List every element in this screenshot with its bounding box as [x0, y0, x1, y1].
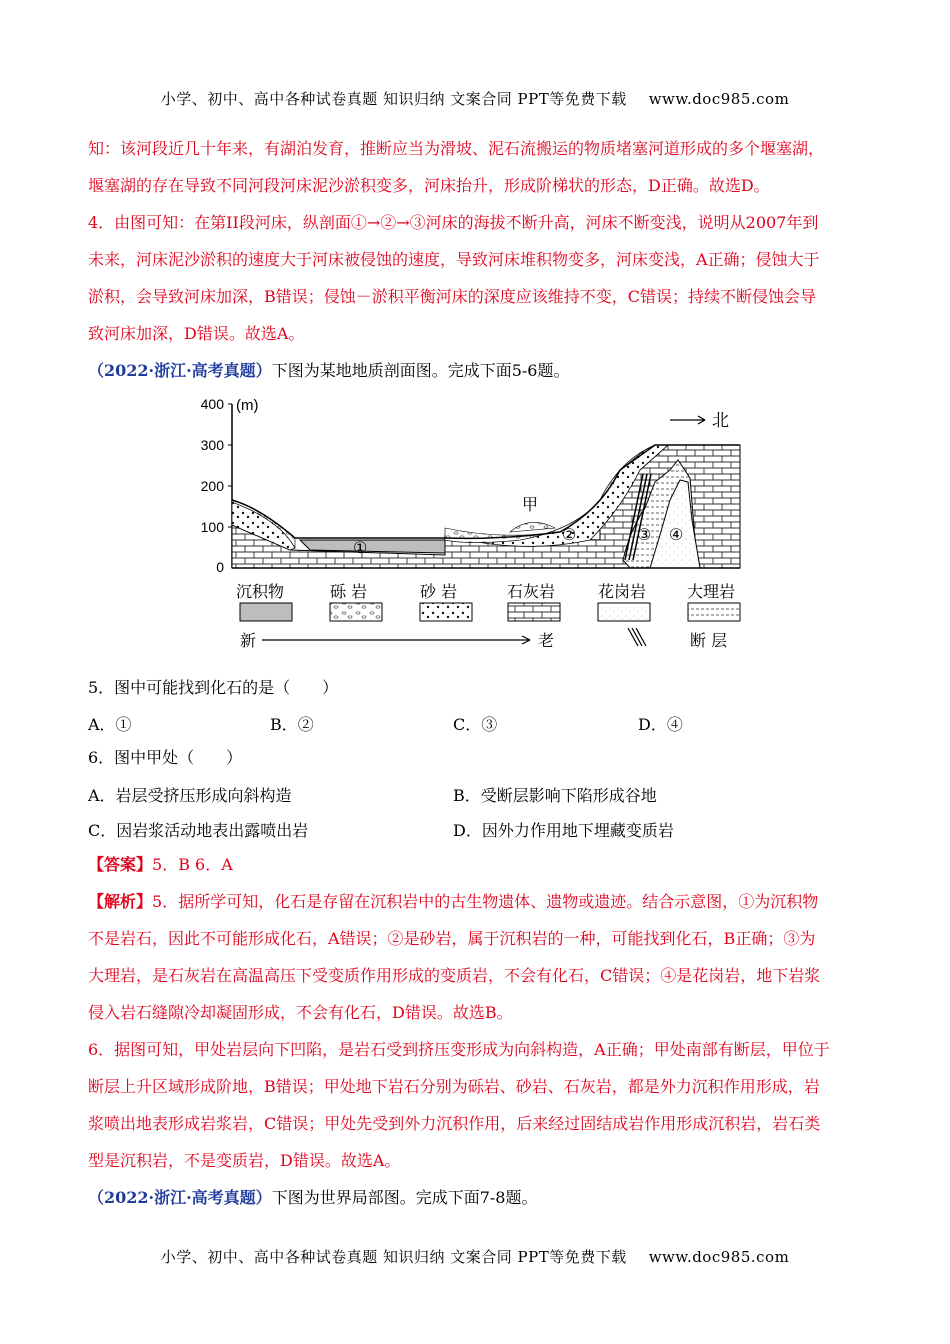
question-5-stem: 5．图中可能找到化石的是（ ）: [88, 678, 339, 697]
legend-label: 大理岩: [687, 582, 736, 601]
legend-label: 砾 岩: [330, 582, 368, 601]
source-tag: （2022·浙江·高考真题）: [88, 1188, 272, 1207]
analysis-line: 型是沉积岩，不是变质岩，D错误。故选A。: [88, 1151, 401, 1170]
text-line: 堰塞湖的存在导致不同河段河床泥沙淤积变多，河床抬升，形成阶梯状的形态，D正确。故选D。: [88, 176, 770, 195]
analysis-tag: 【解析】: [88, 892, 153, 911]
label-circle-4: ④: [669, 525, 684, 544]
fault-label: 断 层: [690, 631, 728, 650]
text-line: 未来，河床泥沙淤积的速度大于河床被侵蚀的速度，导致河床堆积物变多，河床变浅，A正确；侵蚀大于: [88, 250, 820, 269]
header-text: 小学、初中、高中各种试卷真题 知识归纳 文案合同 PPT等免费下载: [160, 90, 627, 108]
label-jia: 甲: [522, 495, 539, 514]
analysis-line: 6．据图可知，甲处岩层向下凹陷，是岩石受到挤压变形成为向斜构造，A正确；甲处南部有断层，甲位于: [88, 1040, 830, 1059]
legend-label: 石灰岩: [507, 582, 556, 601]
answer-line: [88, 846, 863, 883]
analysis-line: 不是岩石，因此不可能形成化石，A错误；②是砂岩，属于沉积岩的一种，可能找到化石，B正确；③为: [88, 929, 816, 948]
analysis-line: [88, 883, 863, 920]
text-line: 4．由图可知：在第II段河床，纵剖面①→②→③河床的海拔不断升高，河床不断变浅，说明从2007年到: [88, 213, 819, 232]
analysis-text: 5．据所学可知，化石是存留在沉积岩中的古生物遗体、遗物或遗迹。结合示意图，①为沉积物: [152, 892, 819, 911]
legend: [236, 582, 740, 650]
source-tag: （2022·浙江·高考真题）: [88, 361, 272, 380]
text-line: 知：该河段近几十年来，有湖泊发育，推断应当为滑坡、泥石流搬运的物质堵塞河道形成的多个堰塞湖，: [88, 139, 825, 158]
text-line: 致河床加深，D错误。故选A。: [88, 324, 305, 343]
header-url[interactable]: www.doc985.com: [648, 90, 790, 108]
legend-label: 花岗岩: [598, 582, 647, 601]
legend-swatch-sandstone: [420, 603, 472, 621]
intro-text: 下图为某地地质剖面图。完成下面5-6题。: [271, 361, 570, 380]
q6-option-c[interactable]: C．因岩浆活动地表出露喷出岩: [88, 821, 309, 840]
analysis-line: 断层上升区域形成阶地，B错误；甲处地下岩石分别为砾岩、砂岩、石灰岩，都是外力沉积作用形成，岩: [88, 1077, 820, 1096]
fault-symbol-icon: [628, 628, 646, 646]
question-intro: [88, 352, 863, 389]
legend-swatch-limestone: [508, 603, 560, 621]
y-tick-label: 300: [200, 437, 224, 453]
text-line: 淤积，会导致河床加深，B错误；侵蚀－淤积平衡河床的深度应该维持不变，C错误；持续不断侵蚀会导: [88, 287, 817, 306]
question-intro: [88, 1179, 863, 1216]
q5-option-d[interactable]: D．④: [638, 715, 683, 734]
answer-tag: 【答案】: [88, 855, 153, 874]
north-label: 北: [712, 411, 729, 431]
analysis-line: 浆喷出地表形成岩浆岩，C错误；甲处先受到外力沉积作用，后来经过固结成岩作用形成沉积岩，岩石类: [88, 1114, 821, 1133]
y-unit: (m): [236, 397, 259, 414]
legend-swatch-granite: [598, 603, 650, 621]
legend-label: 砂 岩: [420, 582, 458, 601]
q6-option-a[interactable]: A．岩层受挤压形成向斜构造: [88, 786, 292, 805]
label-circle-2: ②: [562, 525, 577, 544]
q6-option-b[interactable]: B．受断层影响下陷形成谷地: [453, 786, 657, 805]
legend-swatch-sediment: [240, 603, 292, 621]
question-6-stem: 6．图中甲处（ ）: [88, 748, 243, 767]
age-new: 新: [240, 631, 257, 650]
top-explanation: [88, 130, 863, 389]
legend-label: 沉积物: [236, 582, 285, 601]
q5-option-a[interactable]: A．①: [88, 715, 132, 734]
q5-option-c[interactable]: C．③: [453, 715, 498, 734]
y-tick-label: 200: [200, 478, 224, 494]
page-header: [0, 88, 950, 109]
y-tick-label: 0: [216, 559, 224, 575]
analysis-line: 大理岩，是石灰岩在高温高压下受变质作用形成的变质岩，不会有化石，C错误；④是花岗岩，地下岩浆: [88, 966, 821, 985]
answer-and-analysis: [88, 846, 863, 1216]
answer-text: 5．B 6．A: [152, 855, 233, 874]
age-old: 老: [538, 631, 555, 650]
geologic-cross-section: [200, 390, 750, 660]
legend-swatch-marble: [688, 603, 740, 621]
q5-option-b[interactable]: B．②: [270, 715, 314, 734]
section-body: [232, 445, 740, 568]
label-circle-3: ③: [637, 525, 652, 544]
label-circle-1: ①: [353, 538, 368, 557]
legend-swatch-conglomerate: [330, 603, 382, 621]
intro-text: 下图为世界局部图。完成下面7-8题。: [271, 1188, 538, 1207]
y-tick-label: 400: [200, 396, 224, 412]
q6-option-d[interactable]: D．因外力作用地下埋藏变质岩: [453, 821, 674, 840]
analysis-line: 侵入岩石缝隙冷却凝固形成，不会有化石，D错误。故选B。: [88, 1003, 513, 1022]
north-arrow: [670, 411, 729, 431]
footer-text: 小学、初中、高中各种试卷真题 知识归纳 文案合同 PPT等免费下载: [160, 1248, 627, 1266]
y-tick-label: 100: [200, 519, 224, 535]
page-footer: [0, 1246, 950, 1267]
footer-url[interactable]: www.doc985.com: [648, 1248, 790, 1266]
